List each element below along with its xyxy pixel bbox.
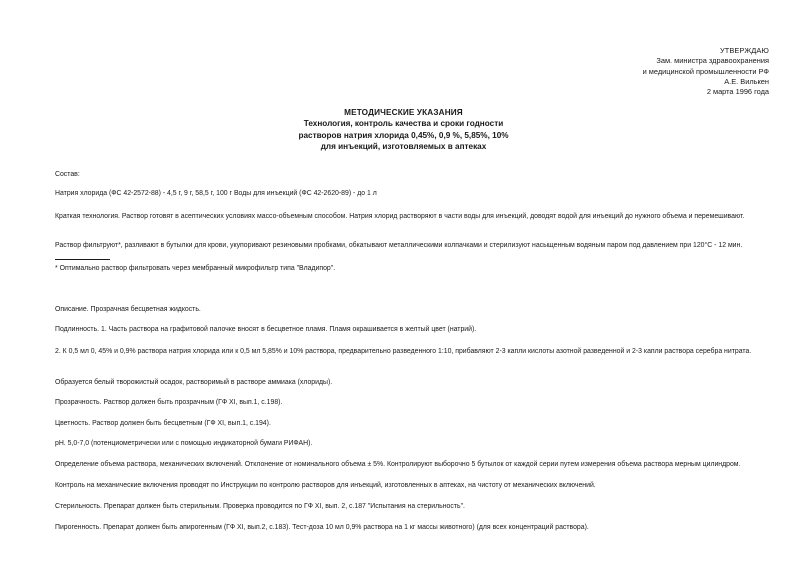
ph-paragraph: pH. 5,0-7,0 (потенциометрически или с помощью индикаторной бумаги РИФАН). — [55, 440, 313, 447]
approval-block — [643, 46, 769, 97]
footnote: * Оптимально раствор фильтровать через мембранный микрофильтр типа "Владипор". — [55, 265, 336, 272]
description-paragraph: Описание. Прозрачная бесцветная жидкость. — [55, 306, 201, 313]
document-title — [0, 107, 807, 152]
title-line-1: МЕТОДИЧЕСКИЕ УКАЗАНИЯ — [344, 108, 463, 117]
title-line-2: Технология, контроль качества и сроки годности — [303, 119, 504, 129]
composition-paragraph: Натрия хлорида (ФС 42-2572-88) - 4,5 г, 9 г, 58,5 г, 100 г Воды для инъекций (ФС 42-2620-89) - до 1 л — [55, 190, 377, 197]
authenticity-paragraph-2: 2. К 0,5 мл 0, 45% и 0,9% раствора натрия хлорида или к 0,5 мл 5,85% и 10% раствора, предварительно разведенного 1:10, прибавляют 2-3 капли кислоты азотной разведенной и 2-3 капли раствора серебра нитрата. — [55, 348, 752, 355]
pyrogenicity-paragraph: Пирогенность. Препарат должен быть апирогенным (ГФ XI, вып.2, с.183). Тест-доза 10 мл 0,9% раствора на 1 кг массы животного) (для всех концентраций раствора). — [55, 524, 589, 531]
transparency-paragraph: Прозрачность. Раствор должен быть прозрачным (ГФ XI, вып.1, с.198). — [55, 399, 283, 406]
technology-paragraph: Краткая технология. Раствор готовят в асептических условиях массо-объемным способом. Натрия хлорид растворяют в части воды для инъекций, доводят водой для инъекций до нужного объема и перемешивают. — [55, 213, 745, 220]
authenticity-paragraph-1: Подлинность. 1. Часть раствора на графитовой палочке вносят в бесцветное пламя. Пламя окрашивается в желтый цвет (натрий). — [55, 326, 477, 333]
sterility-paragraph: Стерильность. Препарат должен быть стерильным. Проверка проводится по ГФ XI, вып. 2, с.187 "Испытания на стерильность". — [55, 503, 465, 510]
title-line-3: растворов натрия хлорида 0,45%, 0,9 %, 5,85%, 10% — [298, 130, 509, 140]
footnote-divider — [55, 259, 110, 260]
approval-position: Зам. министра здравоохранения — [656, 56, 769, 66]
composition-heading: Состав: — [55, 171, 80, 178]
precipitate-paragraph: Образуется белый творожистый осадок, растворимый в растворе аммиака (хлориды). — [55, 379, 333, 386]
approval-ministry: и медицинской промышленности РФ — [642, 66, 769, 76]
approval-signatory: А.Е. Вилькен — [724, 76, 769, 86]
approval-date: 2 марта 1996 года — [706, 87, 769, 97]
color-paragraph: Цветность. Раствор должен быть бесцветным (ГФ XI, вып.1, с.194). — [55, 420, 271, 427]
volume-paragraph: Определение объема раствора, механических включений. Отклонение от номинального объема ± 5%. Контролируют выборочно 5 бутылок от каждой серии путем измерения объема раствора мерным цилиндром. — [55, 461, 741, 468]
mechanical-inclusions-paragraph: Контроль на механические включения проводят по Инструкции по контролю растворов для инъекций, изготовленных в аптеках, на чистоту от механических включений. — [55, 482, 596, 489]
filtering-paragraph: Раствор фильтруют*, разливают в бутылки для крови, укупоривают резиновыми пробками, обкатывают металлическими колпачками и стерилизуют насыщенным водяным паром под давлением при 120°C - 12 мин. — [55, 242, 743, 249]
approval-title: УТВЕРЖДАЮ — [719, 46, 769, 55]
title-line-4: для инъекций, изготовляемых в аптеках — [320, 141, 487, 151]
